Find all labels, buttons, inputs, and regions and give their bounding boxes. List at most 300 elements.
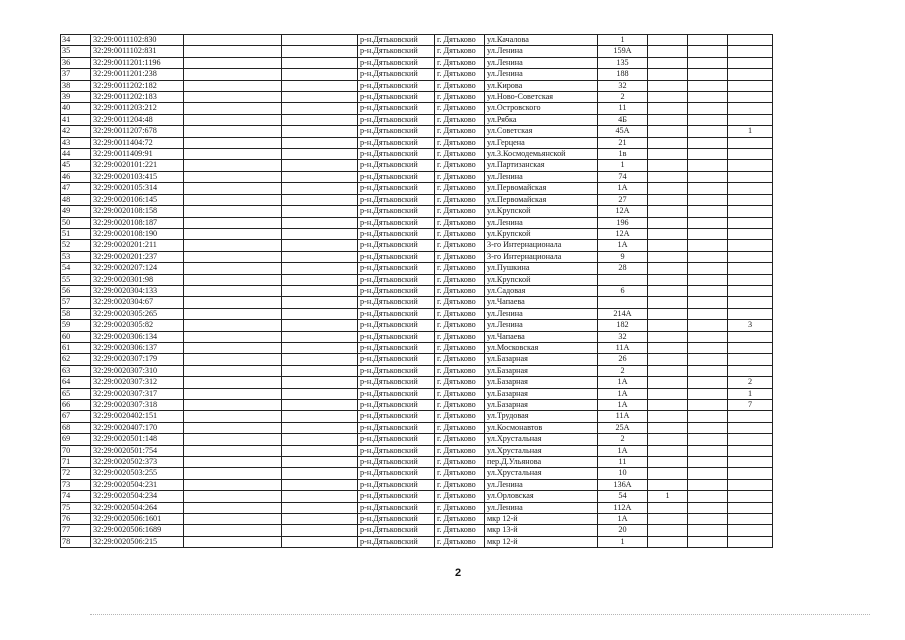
table-row [61,46,773,57]
house-number: 136А [598,479,648,490]
street: ул.Ленина [485,57,598,68]
empty-cell [184,422,282,433]
count-cell [648,228,688,239]
cadastral-number: 32:29:0020105:314 [91,183,184,194]
cadastral-number: 32:29:0011102:830 [91,35,184,46]
empty-cell [184,536,282,547]
house-number: 1 [598,35,648,46]
count-cell [728,57,773,68]
empty-cell [184,183,282,194]
count-cell [728,69,773,80]
count-cell [648,536,688,547]
count-cell [648,35,688,46]
count-cell [728,434,773,445]
street: ул.Базарная [485,388,598,399]
house-number: 54 [598,491,648,502]
row-number: 34 [61,35,91,46]
cadastral-number: 32:29:0011404:72 [91,137,184,148]
street: ул.Садовая [485,285,598,296]
house-number [598,297,648,308]
house-number: 159А [598,46,648,57]
table-row [61,263,773,274]
row-number: 49 [61,206,91,217]
count-cell [728,160,773,171]
house-number: 12А [598,206,648,217]
table-row [61,536,773,547]
table-row [61,514,773,525]
table-row [61,126,773,137]
district: р-н.Дятьковский [358,422,435,433]
row-number: 63 [61,365,91,376]
city: г. Дятьково [435,206,485,217]
street: ул.Ленина [485,320,598,331]
count-cell [648,342,688,353]
empty-cell [282,126,358,137]
cadastral-number: 32:29:0020108:158 [91,206,184,217]
count-cell [688,422,728,433]
city: г. Дятьково [435,35,485,46]
row-number: 41 [61,114,91,125]
city: г. Дятьково [435,217,485,228]
empty-cell [282,297,358,308]
house-number: 9 [598,251,648,262]
count-cell [648,171,688,182]
street: ул.Первомайская [485,194,598,205]
district: р-н.Дятьковский [358,80,435,91]
empty-cell [184,354,282,365]
house-number: 4Б [598,114,648,125]
house-number: 11 [598,103,648,114]
row-number: 68 [61,422,91,433]
empty-cell [282,35,358,46]
city: г. Дятьково [435,388,485,399]
district: р-н.Дятьковский [358,388,435,399]
city: г. Дятьково [435,263,485,274]
table-row [61,80,773,91]
house-number: 11А [598,411,648,422]
cadastral-number: 32:29:0020305:82 [91,320,184,331]
empty-cell [184,114,282,125]
district: р-н.Дятьковский [358,160,435,171]
table-row [61,502,773,513]
count-cell [688,400,728,411]
count-cell: 2 [728,377,773,388]
empty-cell [184,445,282,456]
row-number: 53 [61,251,91,262]
empty-cell [184,342,282,353]
count-cell [648,445,688,456]
count-cell: 3 [728,320,773,331]
cadastral-number: 32:29:0020307:317 [91,388,184,399]
city: г. Дятьково [435,479,485,490]
count-cell [728,457,773,468]
count-cell [688,206,728,217]
count-cell [688,69,728,80]
district: р-н.Дятьковский [358,149,435,160]
table-row [61,400,773,411]
count-cell [728,103,773,114]
street: ул.Островского [485,103,598,114]
count-cell [648,160,688,171]
count-cell [648,365,688,376]
table-row [61,491,773,502]
house-number: 6 [598,285,648,296]
empty-cell [184,92,282,103]
table-row [61,240,773,251]
city: г. Дятьково [435,308,485,319]
count-cell [648,479,688,490]
table-row [61,57,773,68]
count-cell [688,320,728,331]
row-number: 54 [61,263,91,274]
table-row [61,217,773,228]
house-number: 32 [598,331,648,342]
count-cell [728,331,773,342]
street: ул.Базарная [485,365,598,376]
empty-cell [282,80,358,91]
count-cell [648,274,688,285]
empty-cell [282,149,358,160]
house-number: 1А [598,240,648,251]
cadastral-number: 32:29:0020503:255 [91,468,184,479]
cadastral-number: 32:29:0020201:237 [91,251,184,262]
empty-cell [184,80,282,91]
row-number: 56 [61,285,91,296]
house-number: 27 [598,194,648,205]
count-cell [728,491,773,502]
count-cell [728,274,773,285]
cadastral-number: 32:29:0020501:754 [91,445,184,456]
row-number: 73 [61,479,91,490]
empty-cell [282,308,358,319]
empty-cell [184,57,282,68]
city: г. Дятьково [435,228,485,239]
district: р-н.Дятьковский [358,137,435,148]
city: г. Дятьково [435,491,485,502]
district: р-н.Дятьковский [358,308,435,319]
count-cell [728,35,773,46]
empty-cell [184,240,282,251]
count-cell [728,240,773,251]
district: р-н.Дятьковский [358,411,435,422]
house-number: 196 [598,217,648,228]
count-cell: 7 [728,400,773,411]
count-cell [648,285,688,296]
count-cell [648,114,688,125]
city: г. Дятьково [435,468,485,479]
empty-cell [184,69,282,80]
count-cell [688,46,728,57]
count-cell [728,228,773,239]
street: ул.Крупской [485,274,598,285]
count-cell [728,445,773,456]
district: р-н.Дятьковский [358,171,435,182]
empty-cell [282,228,358,239]
count-cell [728,308,773,319]
house-number: 2 [598,434,648,445]
count-cell [688,92,728,103]
cadastral-number: 32:29:0011102:831 [91,46,184,57]
district: р-н.Дятьковский [358,46,435,57]
house-number: 135 [598,57,648,68]
empty-cell [282,103,358,114]
street: ул.Базарная [485,400,598,411]
empty-cell [282,92,358,103]
empty-cell [184,171,282,182]
count-cell [688,297,728,308]
empty-cell [282,479,358,490]
count-cell [688,114,728,125]
records-table [60,34,773,548]
city: г. Дятьково [435,377,485,388]
count-cell [688,365,728,376]
city: г. Дятьково [435,183,485,194]
city: г. Дятьково [435,331,485,342]
city: г. Дятьково [435,194,485,205]
empty-cell [282,445,358,456]
count-cell [728,411,773,422]
empty-cell [282,171,358,182]
house-number: 182 [598,320,648,331]
cadastral-number: 32:29:0020407:170 [91,422,184,433]
district: р-н.Дятьковский [358,434,435,445]
count-cell [728,263,773,274]
district: р-н.Дятьковский [358,514,435,525]
table-row [61,331,773,342]
district: р-н.Дятьковский [358,457,435,468]
house-number: 26 [598,354,648,365]
empty-cell [282,388,358,399]
empty-cell [184,457,282,468]
district: р-н.Дятьковский [358,240,435,251]
count-cell [648,411,688,422]
count-cell [728,502,773,513]
table-row [61,35,773,46]
table-row [61,468,773,479]
count-cell [688,35,728,46]
house-number: 1в [598,149,648,160]
count-cell [648,297,688,308]
count-cell [688,354,728,365]
cadastral-number: 32:29:0020307:318 [91,400,184,411]
house-number: 2 [598,92,648,103]
row-number: 39 [61,92,91,103]
empty-cell [282,400,358,411]
street: ул.Ленина [485,217,598,228]
district: р-н.Дятьковский [358,331,435,342]
house-number [598,274,648,285]
city: г. Дятьково [435,536,485,547]
district: р-н.Дятьковский [358,285,435,296]
table-row [61,411,773,422]
count-cell [728,114,773,125]
empty-cell [282,320,358,331]
table-row [61,285,773,296]
count-cell [688,331,728,342]
count-cell: 1 [648,491,688,502]
count-cell [648,331,688,342]
empty-cell [282,525,358,536]
street: ул.Трудовая [485,411,598,422]
empty-cell [184,228,282,239]
street: ул.Качалова [485,35,598,46]
count-cell [688,342,728,353]
row-number: 58 [61,308,91,319]
count-cell [728,137,773,148]
count-cell [648,206,688,217]
row-number: 51 [61,228,91,239]
row-number: 40 [61,103,91,114]
empty-cell [184,514,282,525]
district: р-н.Дятьковский [358,525,435,536]
empty-cell [184,479,282,490]
count-cell [648,240,688,251]
street: ул.Орловская [485,491,598,502]
table-row [61,160,773,171]
count-cell [728,206,773,217]
count-cell [648,92,688,103]
cadastral-number: 32:29:0020305:265 [91,308,184,319]
table-row [61,183,773,194]
street: ул.Московская [485,342,598,353]
empty-cell [184,491,282,502]
district: р-н.Дятьковский [358,354,435,365]
table-row [61,445,773,456]
house-number: 11А [598,342,648,353]
count-cell [688,80,728,91]
count-cell [688,468,728,479]
empty-cell [184,263,282,274]
house-number: 12А [598,228,648,239]
empty-cell [184,137,282,148]
street: ул.Советская [485,126,598,137]
street: ул.Пушкина [485,263,598,274]
count-cell [728,194,773,205]
count-cell [648,194,688,205]
table-row [61,251,773,262]
count-cell [688,251,728,262]
empty-cell [184,468,282,479]
count-cell [648,468,688,479]
empty-cell [282,411,358,422]
empty-cell [282,194,358,205]
district: р-н.Дятьковский [358,274,435,285]
city: г. Дятьково [435,126,485,137]
empty-cell [282,457,358,468]
city: г. Дятьково [435,46,485,57]
count-cell [688,457,728,468]
row-number: 46 [61,171,91,182]
empty-cell [282,434,358,445]
street: ул.Космонавтов [485,422,598,433]
count-cell [728,514,773,525]
district: р-н.Дятьковский [358,69,435,80]
district: р-н.Дятьковский [358,536,435,547]
street: ул.Кирова [485,80,598,91]
district: р-н.Дятьковский [358,194,435,205]
cadastral-number: 32:29:0020307:310 [91,365,184,376]
empty-cell [282,468,358,479]
page-number: 2 [455,567,462,579]
house-number: 74 [598,171,648,182]
row-number: 37 [61,69,91,80]
house-number: 1А [598,377,648,388]
cadastral-number: 32:29:0011207:678 [91,126,184,137]
table-row [61,525,773,536]
table-row [61,171,773,182]
empty-cell [184,320,282,331]
row-number: 78 [61,536,91,547]
city: г. Дятьково [435,457,485,468]
empty-cell [282,536,358,547]
count-cell [648,80,688,91]
count-cell [688,217,728,228]
row-number: 72 [61,468,91,479]
count-cell [728,422,773,433]
count-cell [688,57,728,68]
cadastral-number: 32:29:0020506:215 [91,536,184,547]
street: ул.Ленина [485,69,598,80]
city: г. Дятьково [435,411,485,422]
cadastral-number: 32:29:0020307:312 [91,377,184,388]
count-cell [648,320,688,331]
row-number: 70 [61,445,91,456]
table-row [61,388,773,399]
row-number: 55 [61,274,91,285]
count-cell [688,263,728,274]
count-cell [648,308,688,319]
city: г. Дятьково [435,137,485,148]
street: 3-го Интернационала [485,240,598,251]
street: мкр 13-й [485,525,598,536]
row-number: 65 [61,388,91,399]
empty-cell [282,57,358,68]
table-row [61,274,773,285]
row-number: 38 [61,80,91,91]
count-cell [688,434,728,445]
cadastral-number: 32:29:0020502:373 [91,457,184,468]
count-cell [728,171,773,182]
district: р-н.Дятьковский [358,445,435,456]
house-number: 2 [598,365,648,376]
row-number: 36 [61,57,91,68]
count-cell [688,388,728,399]
cadastral-number: 32:29:0020207:124 [91,263,184,274]
count-cell [688,194,728,205]
empty-cell [282,377,358,388]
house-number: 32 [598,80,648,91]
empty-cell [184,126,282,137]
cadastral-number: 32:29:0020306:134 [91,331,184,342]
empty-cell [282,69,358,80]
empty-cell [184,525,282,536]
count-cell: 1 [728,388,773,399]
row-number: 64 [61,377,91,388]
row-number: 48 [61,194,91,205]
table-row [61,297,773,308]
count-cell [728,297,773,308]
count-cell [688,183,728,194]
count-cell [728,251,773,262]
city: г. Дятьково [435,69,485,80]
empty-cell [184,103,282,114]
empty-cell [184,194,282,205]
city: г. Дятьково [435,149,485,160]
row-number: 59 [61,320,91,331]
city: г. Дятьково [435,365,485,376]
city: г. Дятьково [435,320,485,331]
cadastral-number: 32:29:0020103:415 [91,171,184,182]
